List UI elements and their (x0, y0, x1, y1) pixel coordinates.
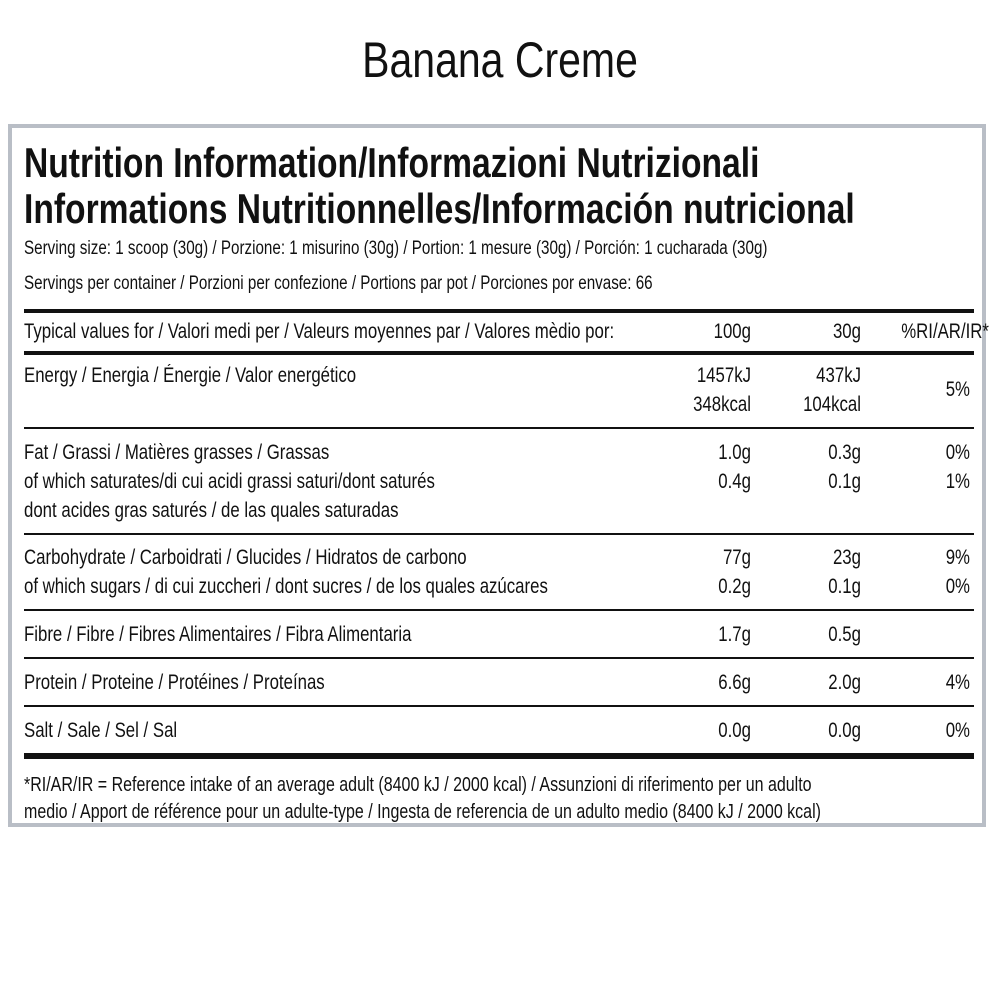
protein-label: Protein / Proteine / Protéines / Proteínas (24, 671, 325, 694)
table-row-fibre (24, 620, 974, 649)
energy-kj-100g: 1457kJ (696, 364, 751, 387)
saturates-label-2: dont acides gras saturés / de las quales saturadas (24, 499, 399, 522)
table-header-row (24, 317, 989, 346)
sugars-ri: 0% (945, 575, 970, 598)
table-row-carbohydrate (24, 543, 974, 572)
saturates-label-1: of which saturates/di cui acidi grassi saturi/dont saturés (24, 470, 435, 493)
fat-label: Fat / Grassi / Matières grasses / Grassas (24, 441, 330, 464)
rule-energy (24, 427, 974, 429)
protein-30g: 2.0g (828, 671, 861, 694)
fibre-label: Fibre / Fibre / Fibres Alimentaires / Fibra Alimentaria (24, 623, 412, 646)
table-row-salt (24, 716, 974, 745)
header-label: Typical values for / Valori medi per / Valeurs moyennes par / Valores mèdio por: (24, 320, 615, 343)
carbohydrate-100g: 77g (722, 546, 751, 569)
sugars-100g: 0.2g (718, 575, 751, 598)
energy-kcal-30g: 104kcal (803, 393, 861, 416)
heading-line-1: Nutrition Information/Informazioni Nutrizionali (24, 139, 760, 186)
protein-ri: 4% (945, 671, 970, 694)
footnote-line-2: medio / Apport de référence pour un adulte-type / Ingesta de referencia de un adulto medio (8400 kJ / 2000 kcal) (24, 801, 821, 823)
header-100g: 100g (713, 320, 751, 343)
header-ri: %RI/AR/IR* (901, 320, 989, 343)
fat-100g: 1.0g (718, 441, 751, 464)
table-row-fat (24, 438, 974, 467)
header-30g: 30g (832, 320, 861, 343)
rule-top (24, 309, 974, 313)
serving-size: Serving size: 1 scoop (30g) / Porzione: 1 misurino (30g) / Portion: 1 mesure (30g) / Porción: 1 cucharada (30g) (24, 238, 768, 259)
fat-ri: 0% (945, 441, 970, 464)
nutrition-panel-inner (24, 139, 989, 826)
nutrition-panel (8, 124, 989, 827)
rule-fibre (24, 657, 974, 659)
sugars-30g: 0.1g (828, 575, 861, 598)
saturates-100g: 0.4g (718, 470, 751, 493)
carbohydrate-label: Carbohydrate / Carboidrati / Glucides / Hidratos de carbono (24, 546, 467, 569)
salt-30g: 0.0g (828, 719, 861, 742)
rule-protein (24, 705, 974, 707)
rule-header (24, 351, 974, 355)
rule-carbs (24, 609, 974, 611)
energy-ri: 5% (945, 378, 970, 401)
salt-label: Salt / Sale / Sel / Sal (24, 719, 178, 742)
fibre-30g: 0.5g (828, 623, 861, 646)
rule-bottom (24, 753, 974, 759)
table-row-saturates (24, 467, 974, 525)
carbohydrate-30g: 23g (832, 546, 861, 569)
energy-label: Energy / Energia / Énergie / Valor energético (24, 364, 357, 387)
footnote (24, 772, 974, 826)
table-row-energy (24, 361, 974, 419)
table-row-protein (24, 668, 974, 697)
heading-line-2: Informations Nutritionnelles/Información nutricional (24, 185, 855, 232)
sugars-label: of which sugars / di cui zuccheri / dont sucres / de los quales azúcares (24, 575, 548, 598)
saturates-ri: 1% (945, 470, 970, 493)
protein-100g: 6.6g (718, 671, 751, 694)
energy-kcal-100g: 348kcal (693, 393, 751, 416)
energy-kj-30g: 437kJ (816, 364, 861, 387)
fat-30g: 0.3g (828, 441, 861, 464)
product-title: Banana Creme (362, 32, 638, 88)
salt-ri: 0% (945, 719, 970, 742)
fibre-100g: 1.7g (718, 623, 751, 646)
servings-per-container: Servings per container / Porzioni per confezione / Portions par pot / Porciones por envase: 66 (24, 273, 653, 294)
salt-100g: 0.0g (718, 719, 751, 742)
rule-fat (24, 533, 974, 535)
saturates-30g: 0.1g (828, 470, 861, 493)
footnote-line-1: *RI/AR/IR = Reference intake of an average adult (8400 kJ / 2000 kcal) / Assunzioni di riferimento per un adulto (24, 774, 812, 796)
carbohydrate-ri: 9% (945, 546, 970, 569)
table-row-sugars (24, 572, 974, 601)
